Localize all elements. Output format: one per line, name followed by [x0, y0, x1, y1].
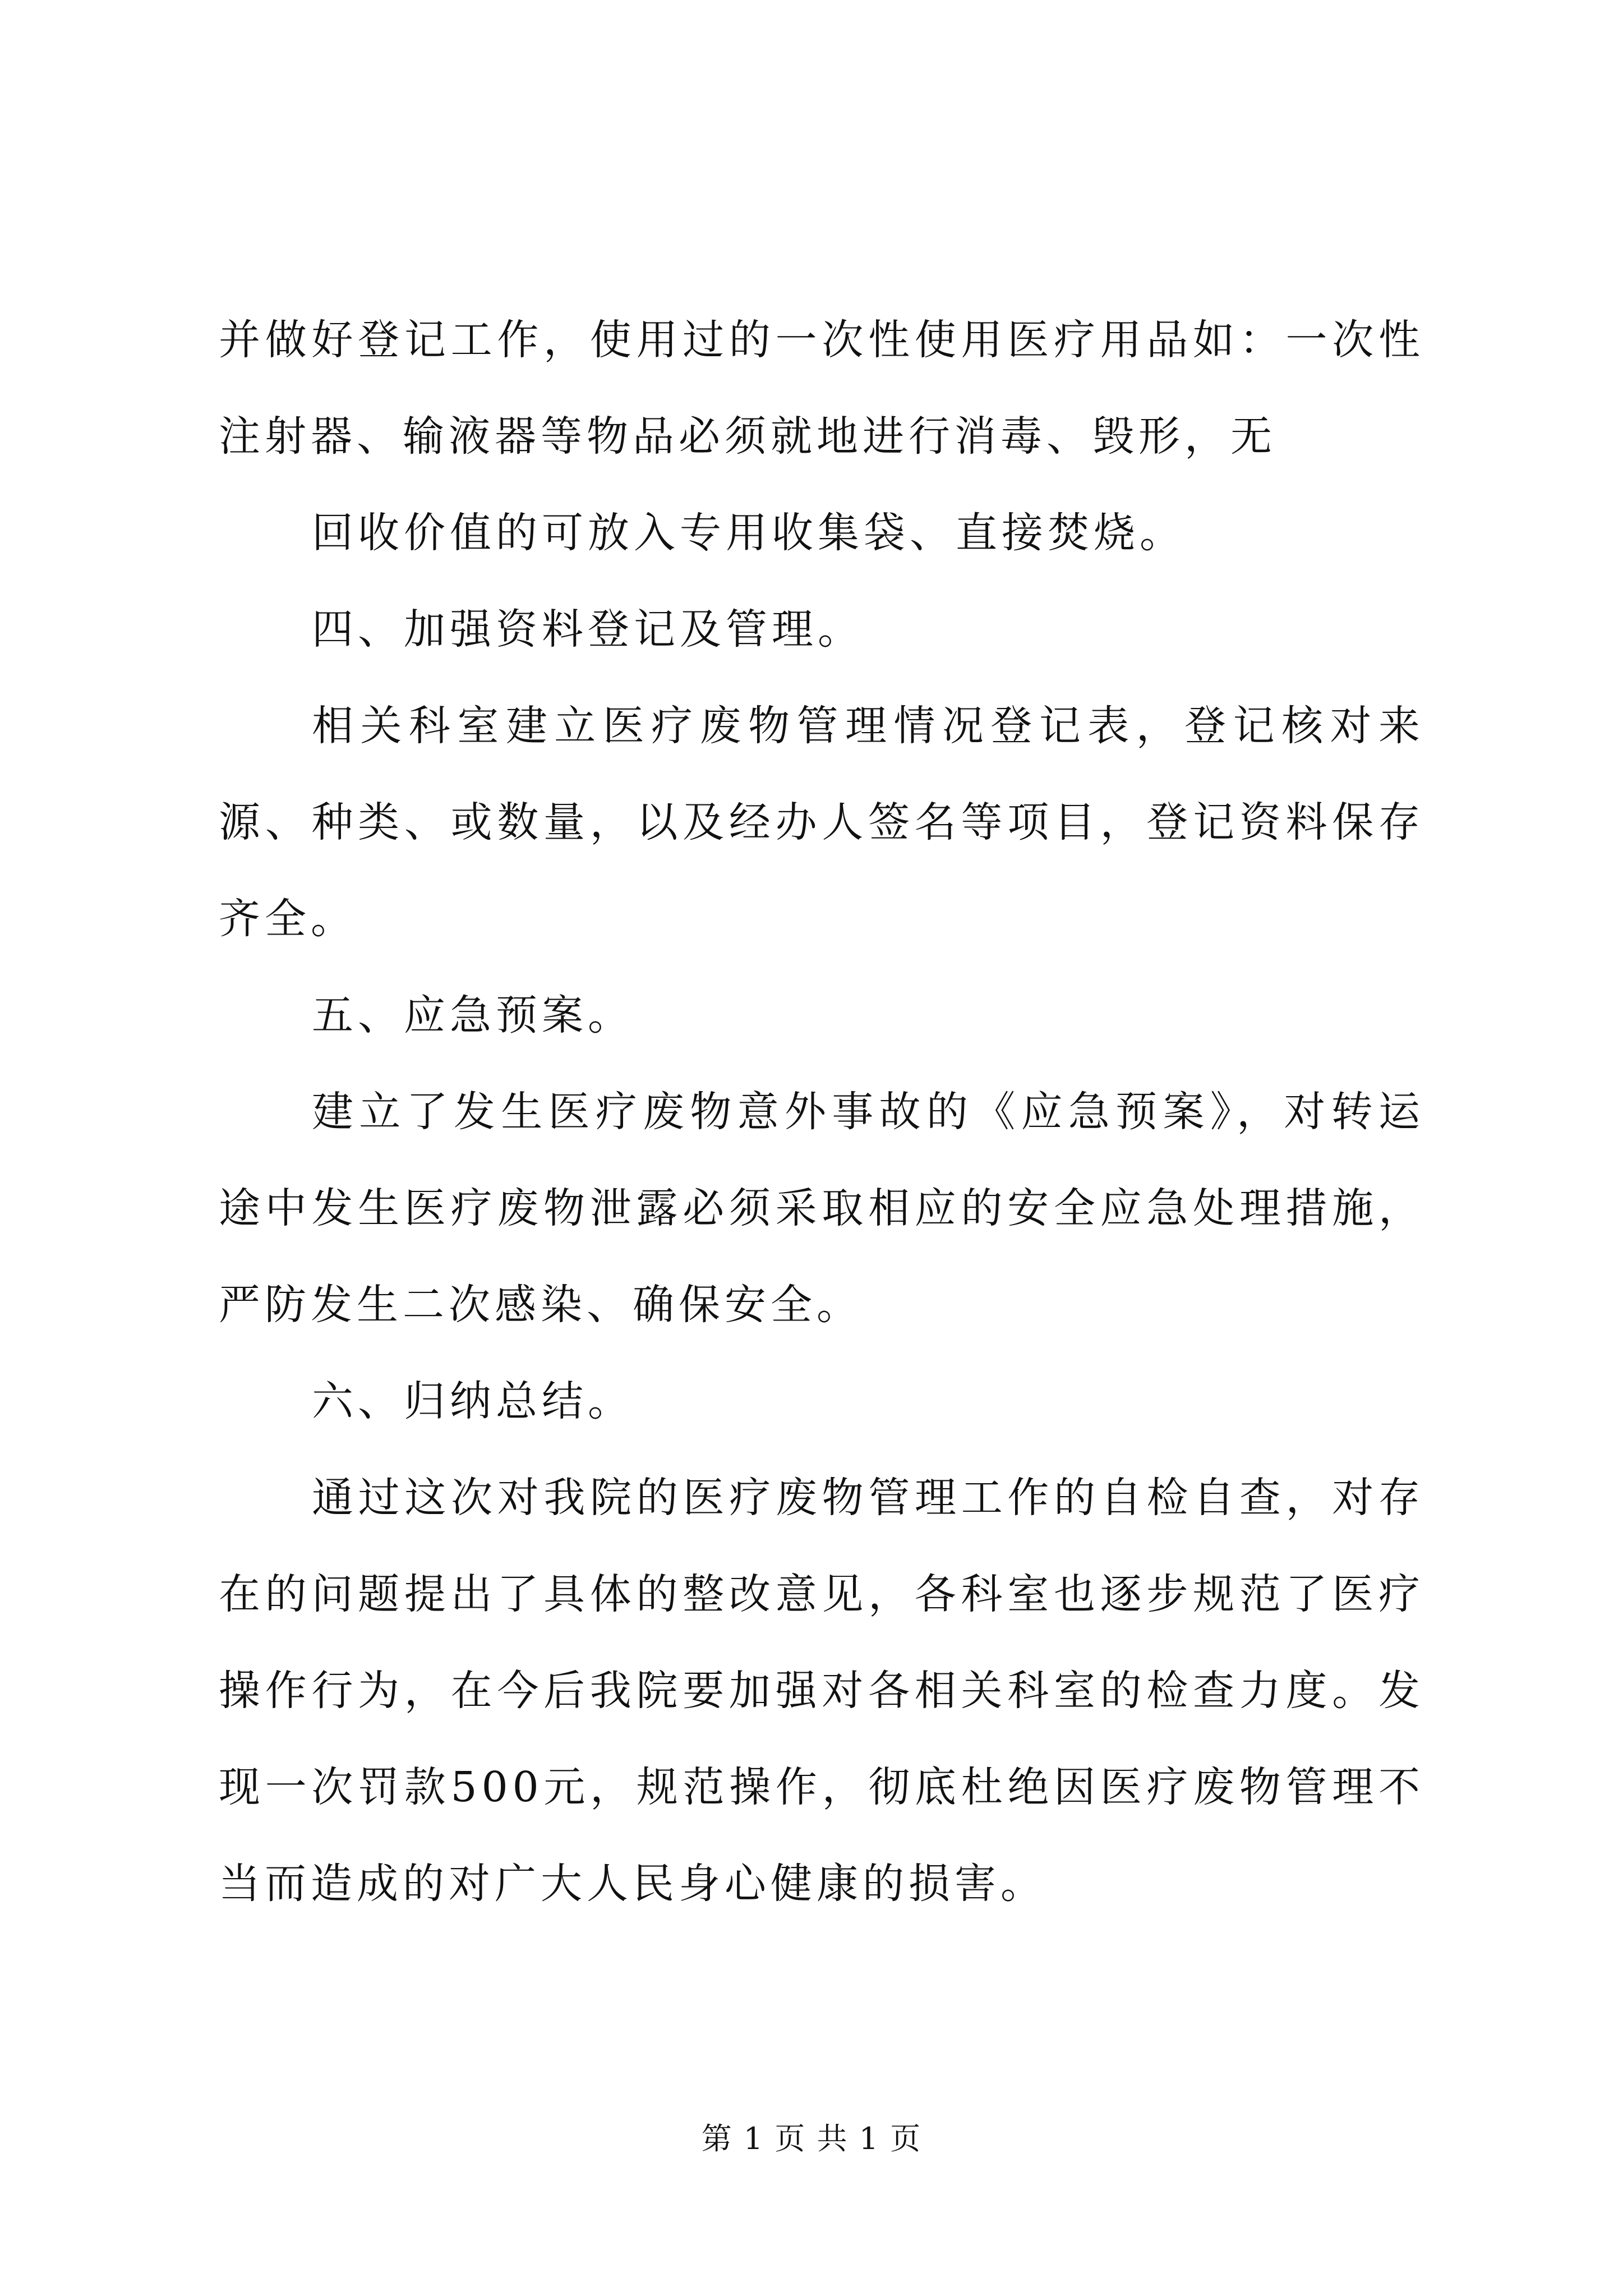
page-footer: 第 1 页 共 1 页 — [701, 2121, 922, 2156]
section-heading-5: 五、应急预案。 — [312, 991, 634, 1039]
paragraph-3: 相关科室建立医疗废物管理情况登记表，登记核对来源、种类、或数量，以及经办人签名等项目，登记资料保存齐全。 — [219, 702, 1424, 943]
paragraph-2: 回收价值的可放入专用收集袋、直接焚烧。 — [312, 509, 1186, 557]
paragraph-5: 通过这次对我院的医疗废物管理工作的自检自查，对存在的问题提出了具体的整改意见，各科室也逐步规范了医疗操作行为，在今后我院要加强对各相关科室的检查力度。发现一次罚款500元，规范操作，彻底杜绝因医疗废物管理不当而造成的对广大人民身心健康的损害。 — [219, 1474, 1424, 1908]
document-body — [219, 292, 1424, 1932]
section-heading-6: 六、归纳总结。 — [312, 1377, 634, 1425]
paragraph-4: 建立了发生医疗废物意外事故的《应急预案》，对转运途中发生医疗废物泄露必须采取相应的安全应急处理措施，严防发生二次感染、确保安全。 — [219, 1088, 1424, 1329]
paragraph-1: 并做好登记工作，使用过的一次性使用医疗用品如：一次性注射器、输液器等物品必须就地进行消毒、毁形，无 — [219, 316, 1424, 461]
section-heading-4: 四、加强资料登记及管理。 — [312, 605, 864, 654]
